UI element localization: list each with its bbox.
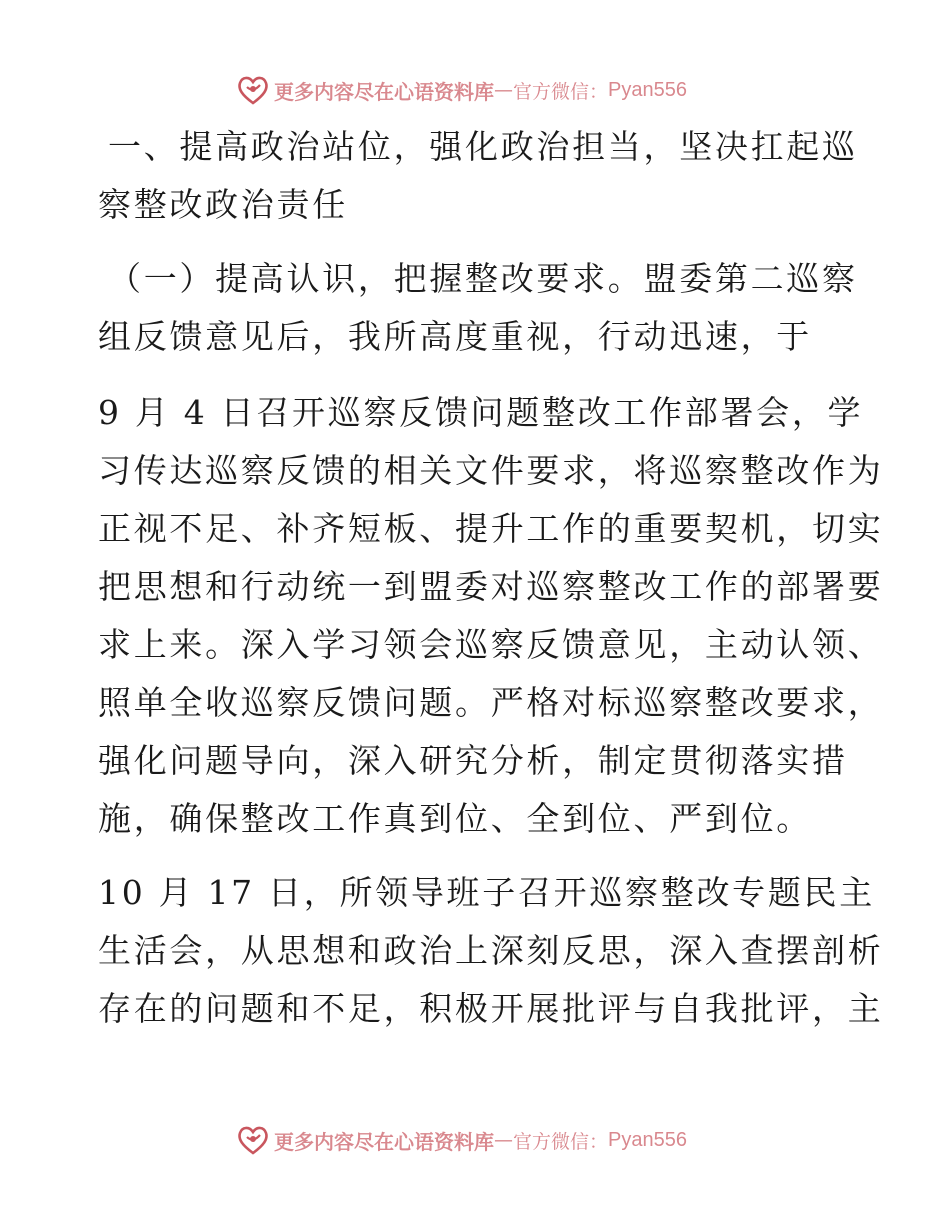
watermark-text: 更多内容尽在心语资料库 (274, 79, 494, 104)
paragraph2-line-2: 习传达巡察反馈的相关文件要求，将巡察整改作为 (98, 451, 884, 490)
paragraph2-line-7: 强化问题导向，深入研究分析，制定贯彻落实措 (98, 741, 848, 780)
watermark-text: 更多内容尽在心语资料库 (274, 1129, 494, 1154)
paragraph3-line-2: 生活会，从思想和政治上深刻反思，深入查摆剖析 (98, 931, 884, 970)
section-heading-line-2: 察整改政治责任 (98, 185, 348, 224)
paragraph3-line-3: 存在的问题和不足，积极开展批评与自我批评，主 (98, 989, 884, 1028)
paragraph3-line-1: 10 月 17 日，所领导班子召开巡察整改专题民主 (98, 873, 875, 912)
paragraph2-line-1: 9 月 4 日召开巡察反馈问题整改工作部署会，学 (98, 393, 864, 432)
paragraph2-line-5: 求上来。深入学习领会巡察反馈意见，主动认领、 (98, 625, 884, 664)
heart-logo-icon (236, 1123, 270, 1157)
watermark-contact-label: 官方微信： (513, 80, 609, 103)
watermark-dash: — (494, 1129, 513, 1151)
watermark-header (236, 72, 687, 108)
paragraph1-line-2: 组反馈意见后，我所高度重视，行动迅速，于 (98, 317, 812, 356)
section-heading-line-1: 一、提高政治站位，强化政治担当，坚决扛起巡 (108, 127, 858, 166)
paragraph2-line-6: 照单全收巡察反馈问题。严格对标巡察整改要求， (98, 683, 884, 722)
watermark-contact-label: 官方微信： (513, 1130, 609, 1153)
paragraph1-line-1: （一）提高认识，把握整改要求。盟委第二巡察 (108, 259, 858, 298)
watermark-contact-id: Pyan556 (608, 1128, 687, 1151)
paragraph2-line-3: 正视不足、补齐短板、提升工作的重要契机，切实 (98, 509, 884, 548)
watermark-contact-id: Pyan556 (608, 78, 687, 101)
paragraph2-line-8: 施，确保整改工作真到位、全到位、严到位。 (98, 799, 812, 838)
heart-logo-icon (236, 73, 270, 107)
watermark-footer (236, 1122, 687, 1158)
paragraph2-line-4: 把思想和行动统一到盟委对巡察整改工作的部署要 (98, 567, 884, 606)
watermark-dash: — (494, 79, 513, 101)
